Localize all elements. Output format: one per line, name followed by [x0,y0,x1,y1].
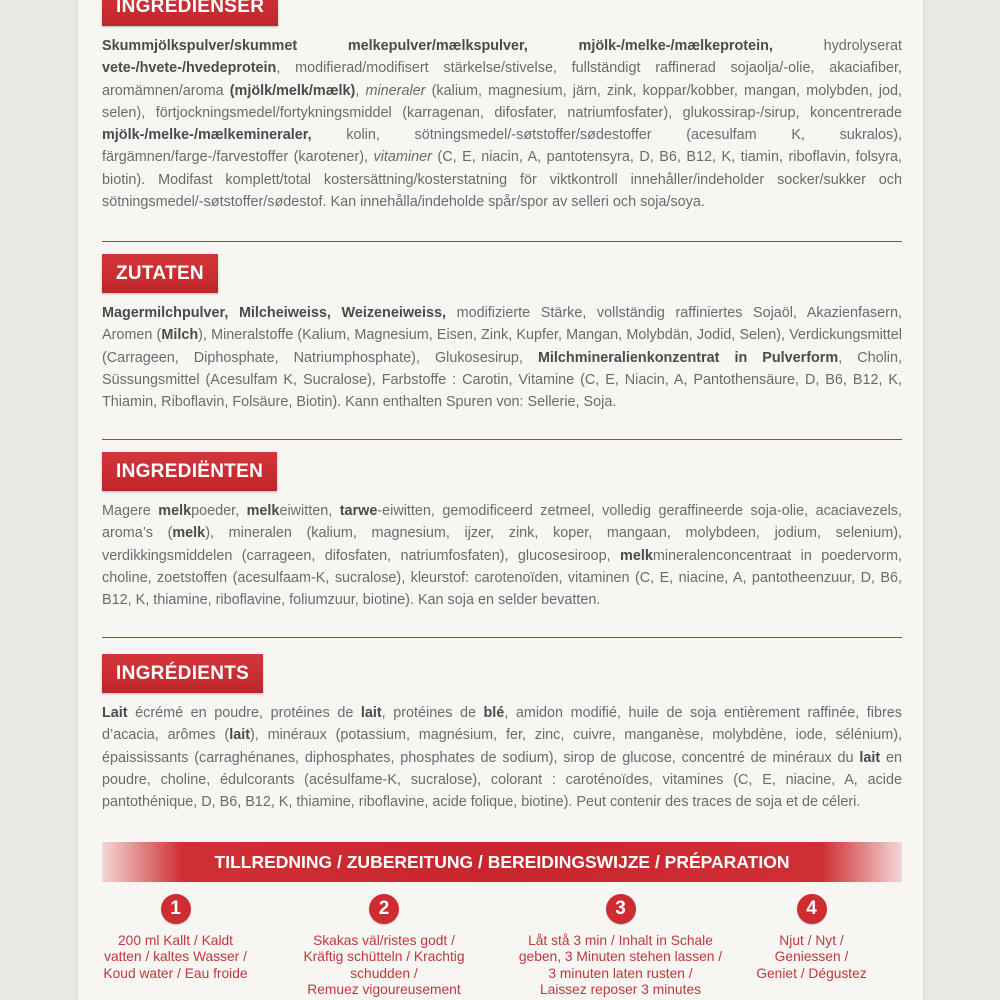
ingredient-text: écrémé en poudre, protéines de [127,705,361,721]
step-number: 2 [369,894,399,924]
allergen-text: Skummjölkspulver/skummet melkepulver/mælkspulver, mjölk-/melke-/mælkeprotein, [102,38,773,54]
allergen-text: Milchmineralienkonzentrat in Pulverform [537,349,839,366]
allergen-text: melk [246,503,280,519]
ingredient-text: hydrolyserat [772,38,902,54]
step-line: Laissez reposer 3 minutes [539,982,702,998]
step-number: 4 [797,894,827,924]
ingredient-text: (kalium, magnesium, järn, zink, koppar/kobber, mangan, molybden, jod, selen), förtjockningsmedel/fortykningsmiddel (karragenan, difosfater, natriumfosfater), glukossirap-/sirup, koncentrerade [102,82,902,121]
ingredients-panel [78,0,923,1000]
ingredient-text: , amidon modifié, huile de soja entièrement raffinée, fibres d’acacia, arômes ( [102,705,902,744]
preparation-step-2 [274,894,494,999]
step-line: Njut / Nyt / [779,933,844,948]
step-line: Geniet / Dégustez [756,965,867,981]
section-body [102,702,902,813]
preparation-step-3 [518,894,723,999]
allergen-text: melk [172,525,206,542]
section-body [102,302,902,413]
ingredient-text: ), Mineralstoffe (Kalium, Magnesium, Eisen, Zink, Kupfer, Mangan, Molybdän, Jodid, Selen), Verdickungsmittel (Carrageen, Diphosphate, Natriumphosphate), Glukosesirup, [102,327,902,366]
step-line: Geniessen / [774,949,849,965]
step-line: 3 minuten laten rusten / [548,965,693,981]
allergen-text: Magermilchpulver, Milcheiweiss, Weizeneiweiss, [102,305,447,321]
allergen-text: tarwe [339,503,378,519]
ingredient-text: ), mineralen (kalium, magnesium, ijzer, zink, koper, mangaan, molybdeen, jodium, selenium), verdikkingsmiddelen (carrageen, difosfaten, natriumfosfaten), glucosesiroop, [102,525,902,564]
ingredient-text: -eiwitten, gemodificeerd zetmeel, volledig geraffineerde soja-olie, acaciavezels, aroma’s ( [102,503,902,542]
step-line: Skakas väl/ristes godt / [313,933,455,948]
ingredient-text: vitaminer [373,149,432,166]
preparation-step-4 [724,894,899,982]
section-ingredienten [102,452,902,611]
ingredient-text: Magere [102,503,159,519]
step-line: Kräftig schütteln / Krachtig schudden / [303,949,465,981]
section-divider [102,241,902,242]
ingredient-text: , [355,82,366,99]
allergen-text: (mjölk/melk/mælk) [229,82,356,99]
step-number: 3 [606,894,636,924]
section-heading: INGREDIËNTEN [102,452,277,491]
allergen-text: blé [483,705,505,721]
section-heading: ZUTATEN [102,254,218,293]
ingredient-text: kolin, sötningsmedel/-søtstoffer/sødestoffer (acesulfam K, sukralos), färgämnen/farge-/farvestoffer (karotener), [102,127,902,166]
allergen-text: Milch [161,327,199,344]
step-text [274,933,494,999]
step-text [88,933,263,982]
step-text [518,933,723,999]
preparation-title: TILLREDNING / ZUBEREITUNG / BEREIDINGSWIJZE / PRÉPARATION [102,842,902,882]
step-line: Koud water / Eau froide [103,965,248,981]
step-line: geben, 3 Minuten stehen lassen / [518,949,723,965]
ingredient-text: ), minéraux (potassium, magnésium, fer, zinc, cuivre, manganèse, molybdène, iode, sélénium), épaississants (carraghénanes, diphosphates, phosphates de sodium), sirop de glucose, concentré de minéraux du [102,727,902,766]
section-ingredients-fr [102,654,902,813]
allergen-text: lait [360,705,382,721]
allergen-text: lait [859,749,881,766]
ingredient-text: mineralenconcentraat in poedervorm, choline, zoetstoffen (acesulfaam-K, sucralose), kleurstof: carotenoïden, vitaminen (C, E, niacine, A, pantotheenzuur, D, B6, B12, K, thiamine, riboflavine, foliumzuur, biotine). Kan soja en selder bevatten. [102,547,902,609]
allergen-text: vete-/hvete-/hvedeprotein [102,60,277,77]
allergen-text: Lait [102,705,128,721]
section-zutaten [102,254,902,413]
ingredient-text: modifizierte Stärke, vollständig raffiniertes Sojaöl, Akazienfasern, Aromen ( [102,305,902,344]
step-line: 200 ml Kallt / Kaldt [117,933,234,948]
allergen-text: melk [158,503,192,519]
section-divider [102,439,902,440]
step-line: Låt stå 3 min / Inhalt in Schale [528,933,713,948]
section-ingredienser [102,0,902,213]
allergen-text: mjölk-/melke-/mælkemineraler, [102,127,312,144]
step-text [724,933,899,982]
ingredient-text: , protéines de [381,705,484,721]
ingredient-text: eiwitten, [279,503,340,519]
allergen-text: melk [620,547,653,564]
ingredient-text: , modifierad/modifisert stärkelse/stivelse, fullständigt raffinerad sojaolja/-olie, akaciafiber, aromämnen/aroma [102,60,902,99]
section-body [102,500,902,611]
section-body [102,35,902,213]
ingredient-text: , Cholin, Süssungsmittel (Acesulfam K, Sucralose), Farbstoffe : Carotin, Vitamine (C, E, Niacin, A, Pantothensäure, D, B6, B12, K, Thiamin, Riboflavin, Folsäure, Biotin). Kann enthalten Spuren von: Sellerie, Soja. [102,349,903,411]
section-divider [102,637,902,638]
step-line: vatten / kaltes Wasser / [104,949,247,965]
step-line: Remuez vigoureusement [307,982,461,998]
allergen-text: lait [229,727,250,744]
ingredient-text: en poudre, choline, édulcorants (acésulfame-K, sucralose), colorant : caroténoïdes, vitamines (C, E, niacine, A, acide pantothénique, D, B6, B12, K, thiamine, riboflavine, acide folique, biotine). Peut contenir des traces de soja et de céleri. [102,749,902,811]
step-number: 1 [161,894,191,924]
preparation-step-1 [88,894,263,982]
section-heading: INGRÉDIENTS [102,654,263,693]
ingredient-text: (C, E, niacin, A, pantotensyra, D, B6, B12, K, tiamin, riboflavin, folsyra, biotin). Modifast komplett/total kostersättning/kosterstatning för viktkontroll innehåller/indeholder socker/sukker och sötningsmedel/-søtstoffer/sødestof. Kan innehålla/indeholde spår/spor av selleri och soja/soya. [102,149,902,211]
ingredient-text: mineraler [365,82,426,99]
ingredient-text: poeder, [191,503,247,519]
section-heading: INGREDIENSER [102,0,278,26]
